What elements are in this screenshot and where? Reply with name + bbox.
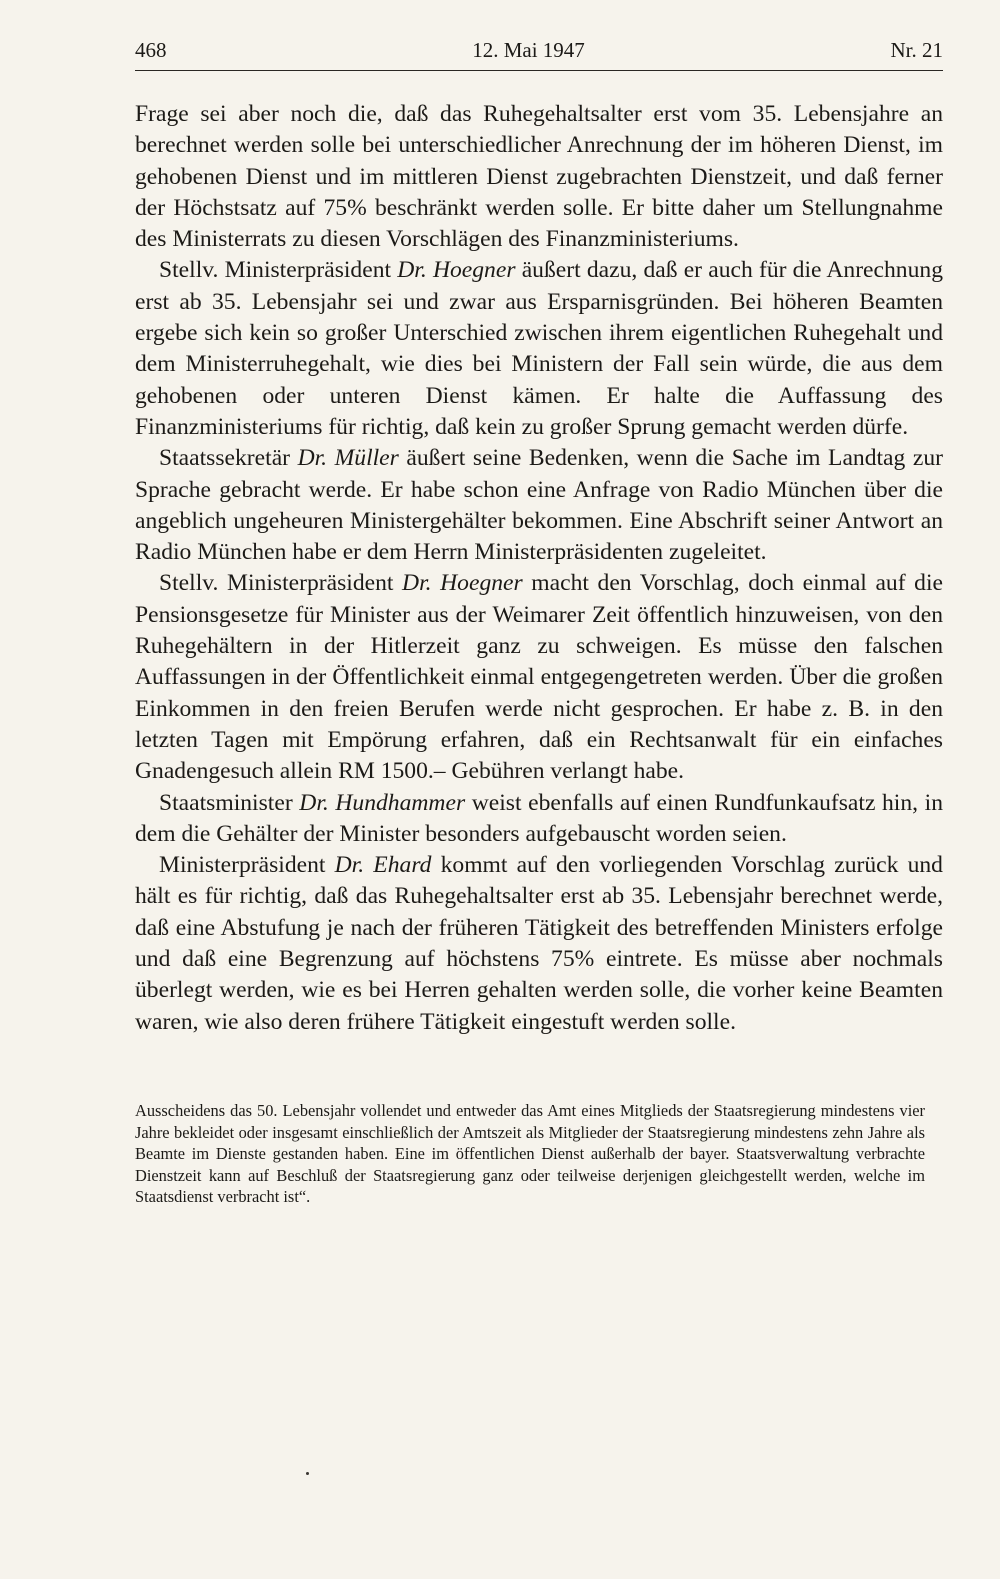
- paragraph-text: äußert dazu, daß er auch für die Anrechnung erst ab 35. Lebensjahr sei und zwar aus Ersparnisgründen. Bei höheren Beamten ergebe sich kein so großer Unterschied zwischen ihrem eigentlichen Ruhegehalt und dem Ministerruhegehalt, wie dies bei Ministern der Fall sein würde, die aus dem gehobenen oder unteren Dienst kämen. Er halte die Auffassung des Finanzministeriums für richtig, daß kein zu großer Sprung gemacht werden dürfe.: [135, 257, 943, 440]
- header-date: 12. Mai 1947: [472, 38, 585, 62]
- paragraph-text: Staatsminister: [159, 789, 300, 816]
- paragraph-text: Frage sei aber noch die, daß das Ruhegehaltsalter erst vom 35. Lebensjahre an berechnet werden solle bei unterschiedlicher Anrechnung der im höheren Dienst, im gehobenen Dienst und im mittleren Dienst zugebrachten Dienstzeit, und daß ferner der Höchstsatz auf 75% beschränkt werden solle. Er bitte daher um Stellungnahme des Ministerrats zu diesen Vorschlägen des Finanzministeriums.: [135, 101, 943, 253]
- main-text: [135, 99, 943, 1038]
- page-number: 468: [135, 38, 167, 62]
- document-number: Nr. 21: [890, 38, 943, 62]
- paragraph: [135, 255, 943, 443]
- paragraph: [135, 568, 943, 787]
- paragraph-text: Ministerpräsident: [159, 852, 335, 879]
- speaker-name: Dr. Ehard: [334, 852, 432, 879]
- page-header: [135, 38, 943, 71]
- footnote: Ausscheidens das 50. Lebensjahr vollendet und entweder das Amt eines Mitglieds der Staatsregierung mindestens vier Jahre bekleidet oder insgesamt einschließlich der Amtszeit als Mitglieder der Staatsregierung mindestens zehn Jahre als Beamte im Dienste gestanden haben. Eine im öffentlichen Dienst außerhalb der bayer. Staatsverwaltung verbrachte Dienstzeit kann auf Beschluß der Staatsregierung ganz oder teilweise derjenigen gleichgestellt werden, welche im Staatsdienst verbracht ist“.: [135, 1100, 925, 1207]
- speaker-name: Dr. Müller: [297, 445, 399, 472]
- speck-mark: [306, 1472, 309, 1475]
- paragraph-text: kommt auf den vorliegenden Vorschlag zurück und hält es für richtig, daß das Ruhegehaltsalter erst ab 35. Lebensjahr berechnet werde, daß eine Abstufung je nach der früheren Tätigkeit des betreffenden Ministers erfolge und daß eine Begrenzung auf höchstens 75% eintrete. Es müsse aber nochmals überlegt werden, wie es bei Herren gehalten werden solle, die vorher keine Beamten waren, wie also deren frühere Tätigkeit eingestuft werden solle.: [135, 852, 943, 1035]
- paragraph: [135, 99, 943, 255]
- paragraph-text: macht den Vorschlag, doch einmal auf die Pensionsgesetze für Minister aus der Weimarer Zeit öffentlich hinzuweisen, von den Ruhegehältern in der Hitlerzeit ganz zu schweigen. Es müsse den falschen Auffassungen in der Öffentlichkeit einmal entgegengetreten werden. Über die großen Einkommen in den freien Berufen werde nicht gesprochen. Er habe z. B. in den letzten Tagen mit Empörung erfahren, daß ein Rechtsanwalt für ein einfaches Gnadengesuch allein RM 1500.– Gebühren verlangt habe.: [135, 570, 943, 785]
- speaker-name: Dr. Hoegner: [397, 257, 516, 284]
- paragraph-text: Staatssekretär: [159, 445, 298, 472]
- paragraph: [135, 788, 943, 851]
- speaker-name: Dr. Hundhammer: [299, 789, 466, 816]
- paragraph-text: weist ebenfalls auf einen Rundfunkaufsatz hin, in dem die Gehälter der Minister besonders aufgebauscht worden seien.: [135, 789, 943, 847]
- paragraph: [135, 443, 943, 568]
- speaker-name: Dr. Hoegner: [402, 570, 523, 597]
- paragraph-text: Stellv. Ministerpräsident: [159, 257, 398, 284]
- paragraph: [135, 850, 943, 1038]
- paragraph-text: äußert seine Bedenken, wenn die Sache im Landtag zur Sprache gebracht werde. Er habe schon eine Anfrage von Radio München über die angeblich ungeheuren Ministergehälter bekommen. Eine Abschrift seiner Antwort an Radio München habe er dem Herrn Ministerpräsidenten zugeleitet.: [135, 445, 943, 566]
- paragraph-text: Stellv. Ministerpräsident: [159, 570, 403, 597]
